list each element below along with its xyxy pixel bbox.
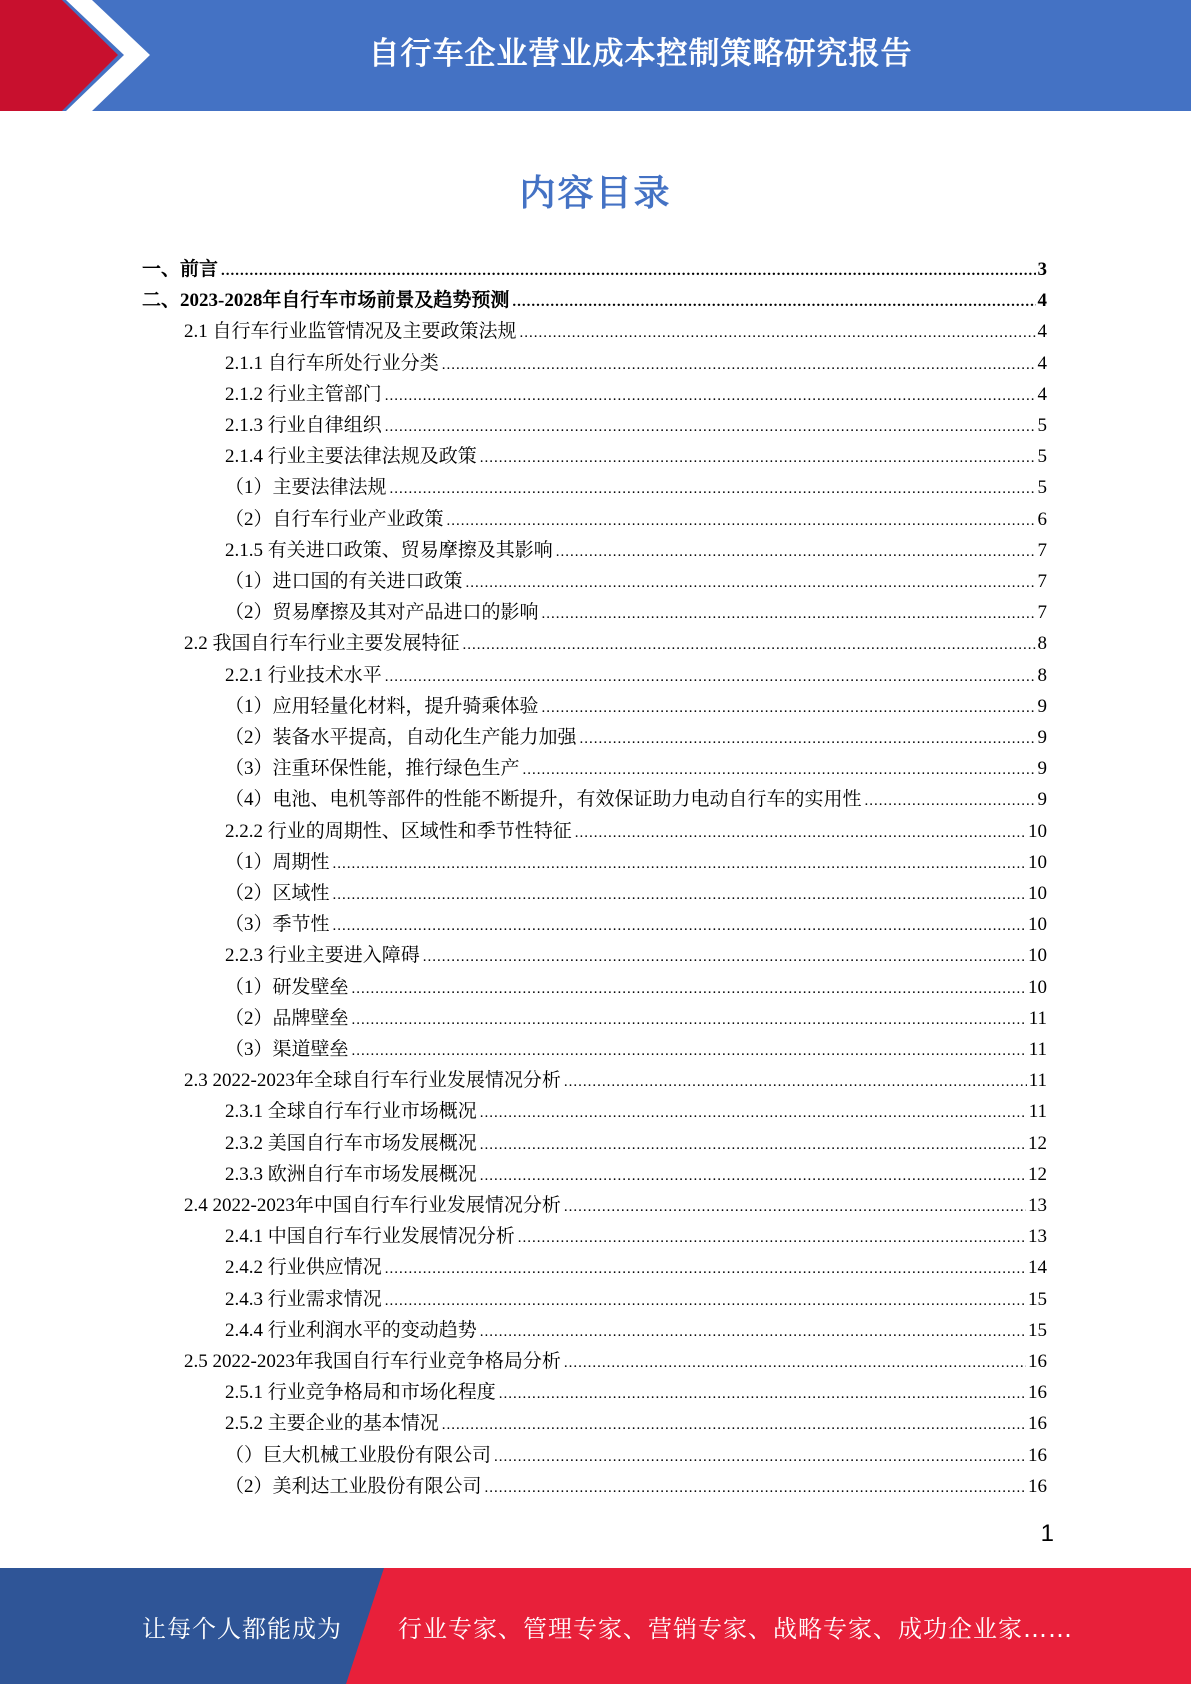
toc-leader-dots [564, 1192, 1026, 1223]
toc-entry-title: （2）自行车行业产业政策 [225, 508, 444, 530]
toc-leader-dots [542, 693, 1036, 724]
toc-leader-dots [333, 911, 1026, 942]
toc-entry[interactable] [225, 566, 1047, 597]
toc-entry-page: 9 [1037, 789, 1047, 811]
toc-entry[interactable] [225, 1284, 1047, 1315]
toc-entry-page: 3 [1037, 259, 1047, 280]
toc-leader-dots [390, 474, 1036, 505]
page-number: 1 [1040, 1520, 1054, 1547]
toc-leader-dots [564, 1348, 1026, 1379]
toc-entry-title: （3）季节性 [225, 914, 330, 936]
toc-entry-page: 15 [1028, 1288, 1047, 1310]
toc-leader-dots [480, 1098, 1027, 1129]
toc-entry-page: 10 [1028, 945, 1047, 967]
toc-leader-dots [480, 1317, 1026, 1348]
toc-entry[interactable] [225, 847, 1047, 878]
toc-leader-dots [556, 537, 1036, 568]
toc-leader-dots [352, 1005, 1027, 1036]
toc-entry-page: 9 [1037, 758, 1047, 780]
toc-entry-title: 2.4 2022-2023年中国自行车行业发展情况分析 [184, 1195, 561, 1216]
toc-entry-page: 12 [1028, 1132, 1047, 1154]
toc-entry[interactable] [225, 940, 1047, 971]
toc-entry[interactable] [225, 1034, 1047, 1065]
toc-entry-page: 4 [1037, 383, 1047, 405]
toc-entry[interactable] [225, 535, 1047, 566]
toc-entry[interactable] [142, 254, 1047, 285]
toc-entry-page: 15 [1028, 1319, 1047, 1341]
toc-entry-title: 2.4.3 行业需求情况 [225, 1288, 382, 1310]
toc-entry[interactable] [225, 1096, 1047, 1127]
footer-slogan-left: 让每个人都能成为 [142, 1614, 342, 1643]
toc-entry-title: 2.1.3 行业自律组织 [225, 415, 382, 436]
toc-entry-title: （3）渠道壁垒 [225, 1039, 349, 1060]
toc-entry-page: 14 [1028, 1257, 1047, 1279]
toc-entry[interactable] [225, 441, 1047, 472]
footer-slogan-right: 行业专家、管理专家、营销专家、战略专家、成功企业家…… [398, 1614, 1073, 1643]
toc-entry-page: 10 [1028, 976, 1047, 998]
toc-leader-dots [512, 287, 1035, 318]
toc-entry-page: 10 [1028, 851, 1047, 873]
toc-entry[interactable] [225, 1377, 1047, 1408]
toc-entry-page: 16 [1028, 1475, 1047, 1497]
toc-entry[interactable] [225, 1159, 1047, 1190]
toc-entry[interactable] [225, 379, 1047, 410]
toc-entry-page: 16 [1028, 1351, 1047, 1372]
toc-entry-title: 2.2.2 行业的周期性、区域性和季节性特征 [225, 820, 572, 842]
document-title: 自行车企业营业成本控制策略研究报告 [368, 35, 913, 72]
toc-entry-page: 7 [1037, 602, 1047, 624]
toc-entry[interactable] [225, 1221, 1047, 1252]
toc-entry-title: 2.3.1 全球自行车行业市场概况 [225, 1101, 477, 1123]
toc-entry[interactable] [225, 410, 1047, 441]
toc-entry-page: 10 [1028, 914, 1047, 936]
toc-entry-page: 9 [1037, 695, 1047, 717]
toc-leader-dots [385, 412, 1036, 443]
toc-entry[interactable] [225, 1440, 1047, 1471]
toc-entry-page: 5 [1037, 446, 1047, 468]
toc-entry-page: 10 [1028, 883, 1047, 904]
toc-entry-title: （1）进口国的有关进口政策 [225, 571, 463, 592]
toc-entry[interactable] [225, 472, 1047, 503]
toc-entry-page: 4 [1037, 290, 1047, 312]
toc-leader-dots [485, 1473, 1026, 1504]
toc-entry[interactable] [225, 1003, 1047, 1034]
toc-leader-dots [385, 662, 1036, 693]
toc-entry[interactable] [225, 504, 1047, 535]
toc-entry[interactable] [225, 972, 1047, 1003]
toc-leader-dots [564, 1067, 1027, 1098]
toc-entry-title: 二、2023-2028年自行车市场前景及趋势预测 [142, 290, 510, 312]
toc-entry-title: 2.5.2 主要企业的基本情况 [225, 1413, 439, 1435]
toc-leader-dots [480, 1161, 1026, 1192]
toc-entry[interactable] [225, 1408, 1047, 1439]
toc-entry[interactable] [225, 784, 1047, 815]
toc-entry[interactable] [225, 909, 1047, 940]
toc-entry-title: 2.5 2022-2023年我国自行车行业竞争格局分析 [184, 1351, 561, 1372]
toc-entry-title: （1）应用轻量化材料，提升骑乘体验 [225, 695, 539, 717]
toc-heading: 内容目录 [519, 173, 672, 214]
toc-entry-title: 2.1.5 有关进口政策、贸易摩擦及其影响 [225, 539, 553, 561]
toc-entry-page: 11 [1028, 1007, 1047, 1029]
toc-entry-title: （2）贸易摩擦及其对产品进口的影响 [225, 602, 539, 624]
toc-entry[interactable] [184, 1190, 1047, 1221]
toc-entry[interactable] [184, 628, 1047, 659]
toc-entry-title: 2.4.2 行业供应情况 [225, 1257, 382, 1279]
toc-entry[interactable] [184, 1065, 1047, 1096]
footer-band [0, 1568, 1191, 1684]
toc-entry-page: 13 [1028, 1226, 1047, 1248]
toc-entry-page: 7 [1037, 539, 1047, 561]
toc-entry[interactable] [225, 691, 1047, 722]
toc-leader-dots [423, 942, 1026, 973]
toc-leader-dots [466, 568, 1036, 599]
toc-entry-page: 5 [1037, 477, 1047, 499]
toc-leader-dots [518, 1223, 1026, 1254]
toc-entry-title: 2.2.1 行业技术水平 [225, 664, 382, 686]
header-band [0, 0, 1191, 111]
toc-entry[interactable] [225, 660, 1047, 691]
toc-entry-page: 16 [1028, 1444, 1047, 1466]
toc-leader-dots [463, 630, 1036, 661]
toc-entry-title: （1）研发壁垒 [225, 976, 349, 998]
toc-entry-title: （）巨大机械工业股份有限公司 [225, 1444, 492, 1466]
toc-entry-page: 11 [1028, 1039, 1047, 1060]
toc-leader-dots [865, 786, 1036, 817]
toc-entry-title: （2）美利达工业股份有限公司 [225, 1475, 482, 1497]
toc-leader-dots [352, 974, 1026, 1005]
toc-entry[interactable] [225, 1315, 1047, 1346]
toc-entry-page: 16 [1028, 1413, 1047, 1435]
toc-leader-dots [523, 755, 1036, 786]
toc-entry-page: 8 [1037, 664, 1047, 686]
toc-entry-title: （1）主要法律法规 [225, 477, 387, 499]
toc-entry-page: 11 [1028, 1101, 1047, 1123]
toc-entry-title: 2.3.2 美国自行车市场发展概况 [225, 1132, 477, 1154]
toc-entry-page: 11 [1028, 1070, 1047, 1092]
toc-leader-dots [447, 506, 1036, 537]
toc-entry-title: （1）周期性 [225, 851, 330, 873]
toc-entry[interactable] [225, 1252, 1047, 1283]
toc-entry-title: 一、前言 [142, 259, 219, 280]
toc-leader-dots [352, 1036, 1027, 1067]
toc-entry-title: 2.5.1 行业竞争格局和市场化程度 [225, 1382, 496, 1404]
toc-entry[interactable] [225, 1128, 1047, 1159]
toc-leader-dots [575, 818, 1026, 849]
toc-entry-page: 16 [1028, 1382, 1047, 1404]
toc-leader-dots [442, 1410, 1026, 1441]
toc-leader-dots [333, 880, 1026, 911]
toc-entry[interactable] [225, 878, 1047, 909]
header-chevron-icon [0, 0, 160, 111]
toc-entry-title: 2.2 我国自行车行业主要发展特征 [184, 633, 460, 655]
toc-entry-title: 2.4.4 行业利润水平的变动趋势 [225, 1319, 477, 1341]
toc-leader-dots [442, 350, 1036, 381]
toc-leader-dots [542, 599, 1036, 630]
toc-entry[interactable] [184, 1346, 1047, 1377]
toc-entry[interactable] [225, 816, 1047, 847]
toc-leader-dots [480, 1130, 1026, 1161]
toc-entry-page: 9 [1037, 727, 1047, 748]
toc-entry[interactable] [225, 753, 1047, 784]
toc-entry-page: 12 [1028, 1163, 1047, 1185]
toc-leader-dots [580, 724, 1036, 755]
toc-entry[interactable] [225, 722, 1047, 753]
toc-entry-page: 13 [1028, 1195, 1047, 1216]
toc-entry-page: 4 [1037, 321, 1047, 343]
toc-entry[interactable] [225, 348, 1047, 379]
toc-entry-title: 2.1.1 自行车所处行业分类 [225, 352, 439, 374]
toc-leader-dots [480, 443, 1036, 474]
toc-leader-dots [499, 1379, 1026, 1410]
toc-entry-page: 6 [1037, 508, 1047, 530]
toc-entry[interactable] [225, 1471, 1047, 1502]
toc-entry-title: （4）电池、电机等部件的性能不断提升，有效保证助力电动自行车的实用性 [225, 789, 862, 811]
toc-leader-dots [333, 849, 1026, 880]
toc-entry[interactable] [142, 285, 1047, 316]
toc-entry-title: 2.4.1 中国自行车行业发展情况分析 [225, 1226, 515, 1248]
toc-entry-title: 2.3.3 欧洲自行车市场发展概况 [225, 1163, 477, 1185]
toc-entry-title: 2.1.2 行业主管部门 [225, 383, 382, 405]
toc-leader-dots [494, 1442, 1026, 1473]
toc-leader-dots [385, 381, 1036, 412]
toc-entry-title: （2）区域性 [225, 883, 330, 904]
toc-entry-title: 2.1 自行车行业监管情况及主要政策法规 [184, 321, 517, 343]
toc-entry-title: 2.1.4 行业主要法律法规及政策 [225, 446, 477, 468]
toc-leader-dots [520, 318, 1036, 349]
toc-entry-page: 5 [1037, 415, 1047, 436]
toc-entry-title: （2）品牌壁垒 [225, 1007, 349, 1029]
toc-entry-page: 8 [1037, 633, 1047, 655]
toc-entry-page: 10 [1028, 820, 1047, 842]
toc-entry-title: （2）装备水平提高，自动化生产能力加强 [225, 727, 577, 748]
toc-entry[interactable] [225, 597, 1047, 628]
toc-leader-dots [221, 256, 1035, 287]
toc-leader-dots [385, 1286, 1026, 1317]
toc-leader-dots [385, 1254, 1026, 1285]
toc-entry-page: 4 [1037, 352, 1047, 374]
toc-entry-title: （3）注重环保性能，推行绿色生产 [225, 758, 520, 780]
toc-entry[interactable] [184, 316, 1047, 347]
toc-entry-page: 7 [1037, 571, 1047, 592]
toc-entry-title: 2.3 2022-2023年全球自行车行业发展情况分析 [184, 1070, 561, 1092]
toc-entry-title: 2.2.3 行业主要进入障碍 [225, 945, 420, 967]
